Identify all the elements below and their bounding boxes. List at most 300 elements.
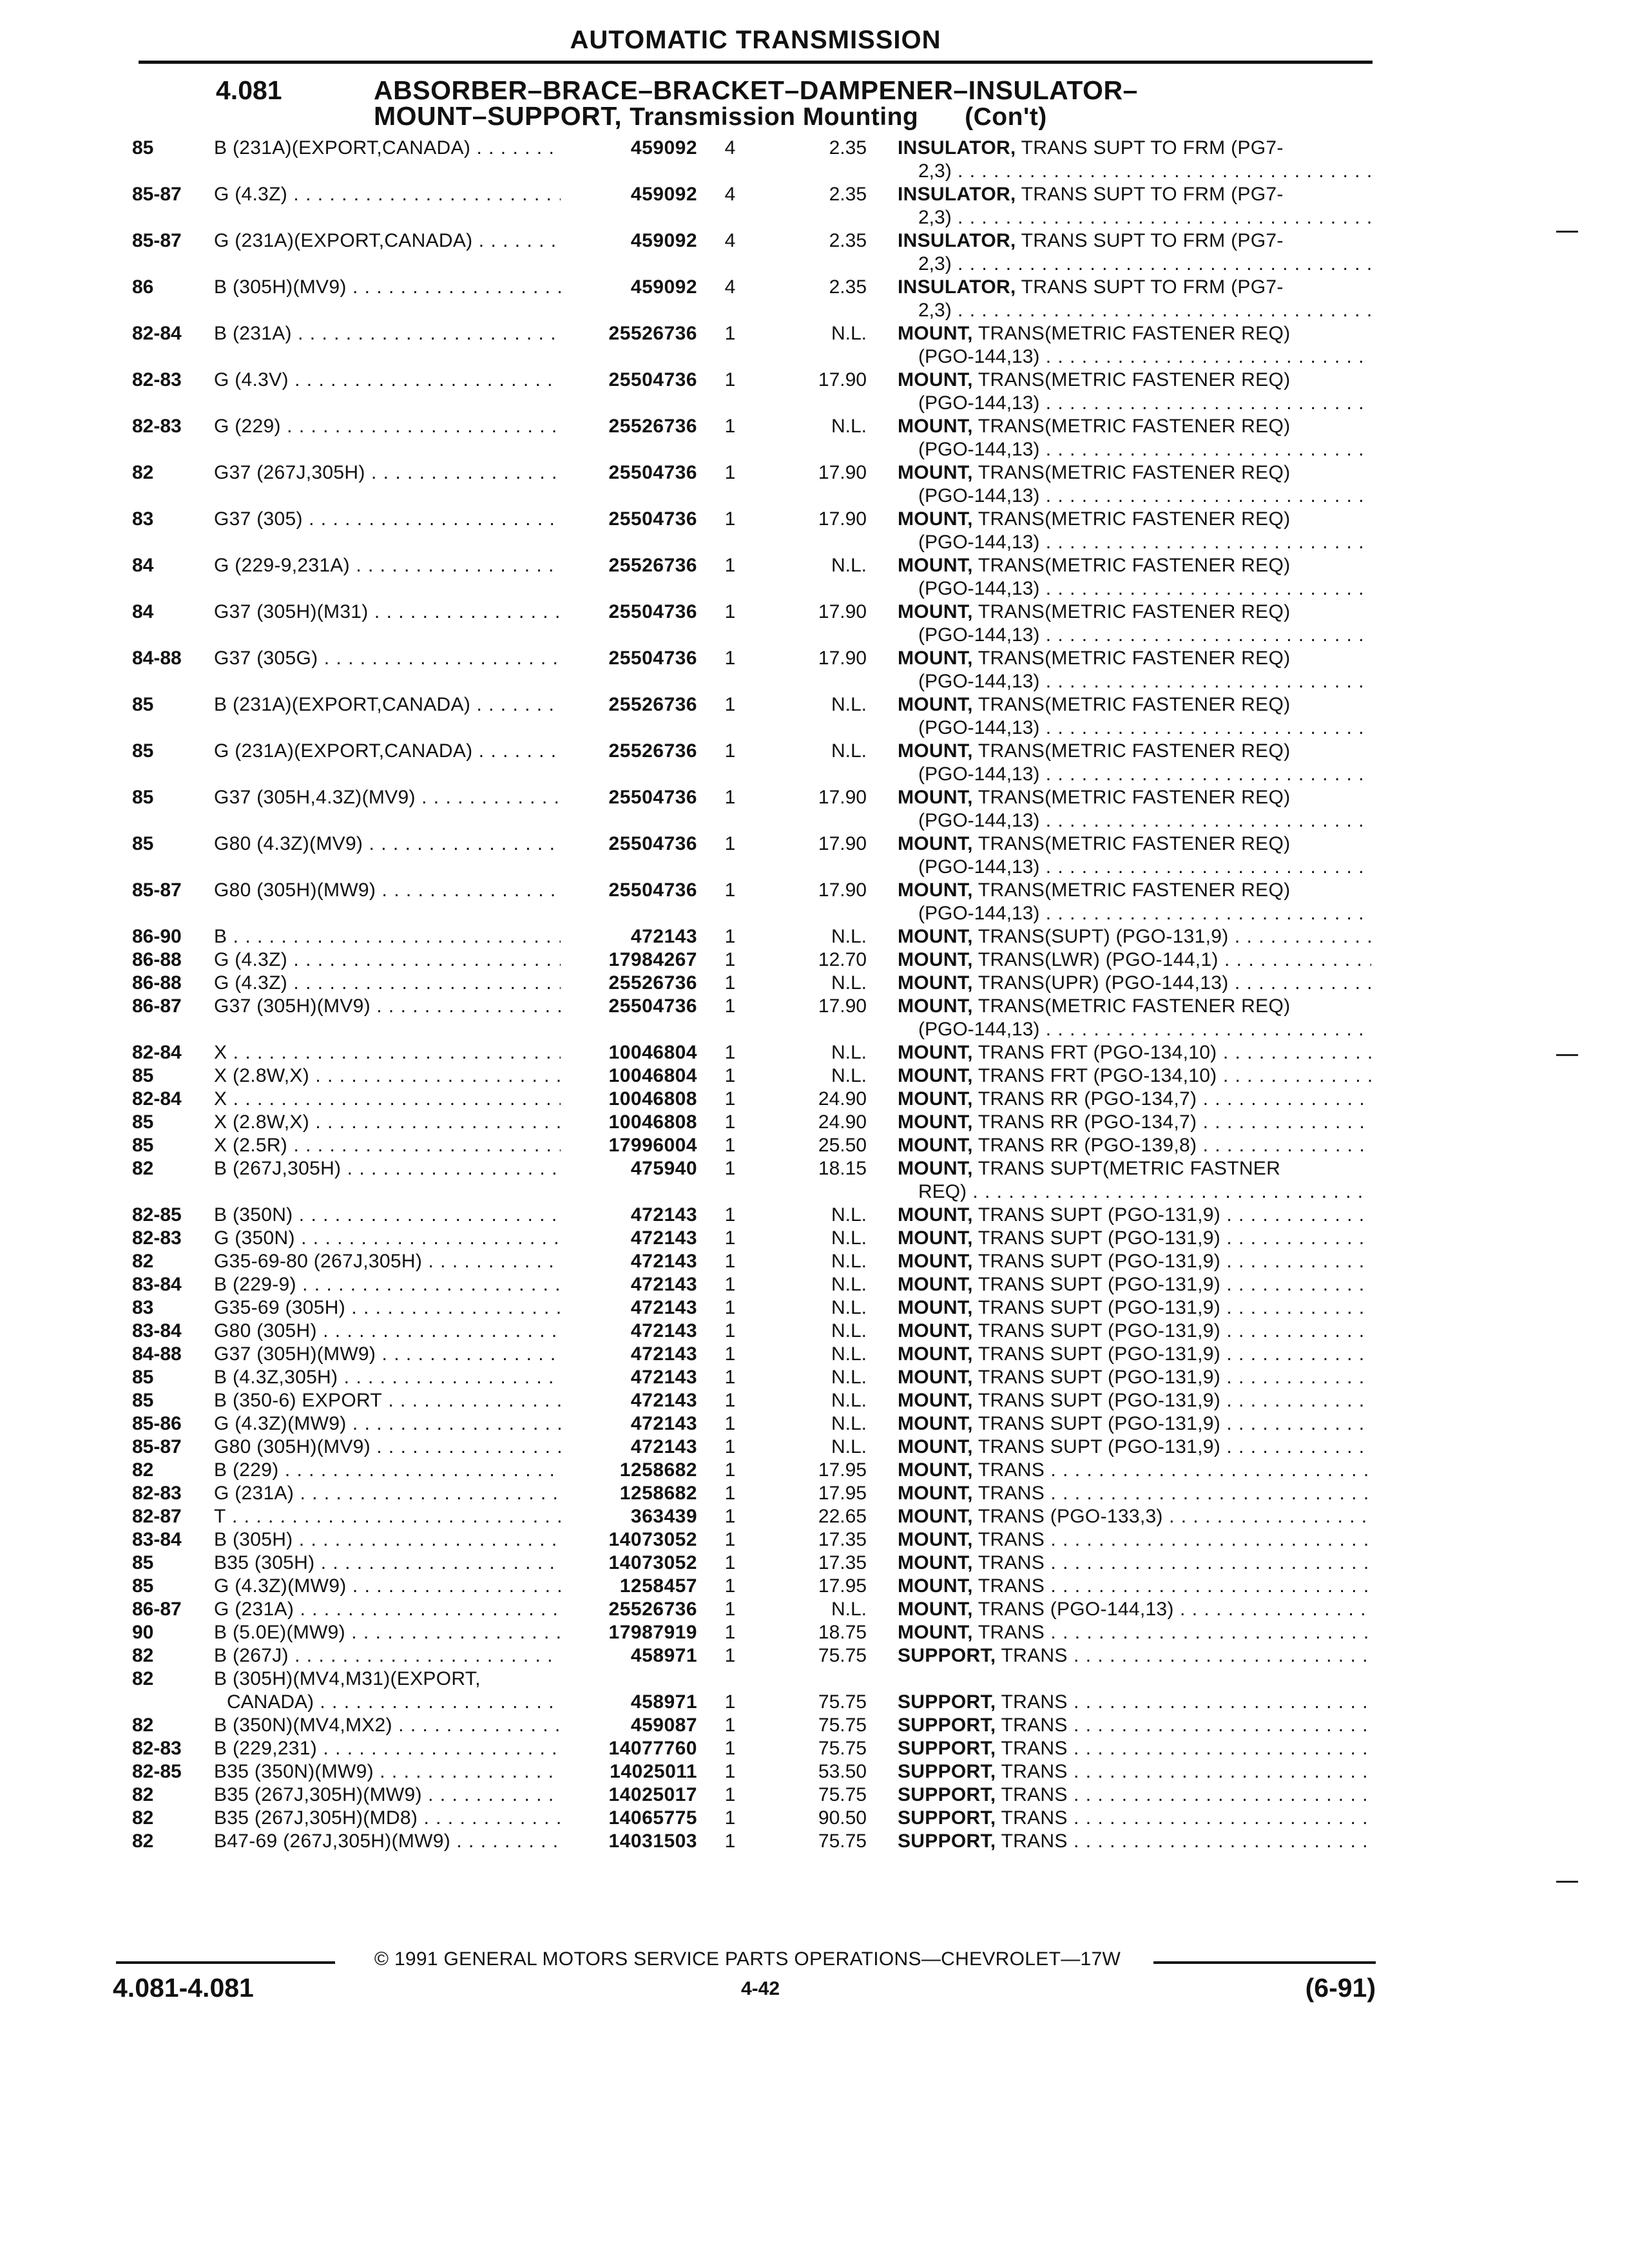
quantity-cell: 1 — [724, 926, 736, 947]
description-keyword: MOUNT, — [898, 1251, 973, 1272]
application-cell: B (5.0E)(MW9) . . . — [214, 1621, 561, 1644]
description-keyword: MOUNT, — [898, 1158, 973, 1179]
quantity-cell: 1 — [724, 1691, 736, 1713]
table-row — [0, 1366, 1629, 1389]
part-number-cell: 14025017 — [608, 1784, 697, 1805]
description-cell — [898, 1296, 1371, 1320]
description-continued: 2,3) . . . — [918, 253, 1371, 276]
year-cell: 82-84 — [132, 1042, 182, 1063]
quantity-cell: 1 — [724, 1390, 736, 1411]
application-cell: B . . . — [214, 925, 561, 948]
quantity-cell: 1 — [724, 323, 736, 344]
description-cell — [898, 229, 1371, 253]
description-cell — [898, 832, 1371, 856]
description-text: TRANS SUPT (PGO-131,9) — [972, 1227, 1221, 1249]
year-cell: 84-88 — [132, 1343, 182, 1365]
price-cell: 17.90 — [818, 369, 867, 390]
part-number-cell: 459092 — [630, 230, 697, 251]
table-row — [0, 1134, 1629, 1157]
year-cell: 86-87 — [132, 1599, 182, 1620]
price-cell: 2.35 — [829, 137, 867, 159]
year-cell: 85 — [132, 137, 154, 159]
description-keyword: MOUNT, — [898, 601, 973, 622]
description-keyword: MOUNT, — [898, 416, 973, 437]
description-cell — [898, 995, 1371, 1018]
part-number-cell: 25504736 — [608, 879, 697, 901]
description-keyword: MOUNT, — [898, 1622, 973, 1643]
quantity-cell: 1 — [724, 462, 736, 483]
quantity-cell: 1 — [724, 601, 736, 622]
year-cell: 82-84 — [132, 323, 182, 344]
application-cell: B (350N) . . . — [214, 1204, 561, 1227]
description-continued: 2,3) . . . — [918, 206, 1371, 229]
year-cell: 82-83 — [132, 1738, 182, 1759]
description-text: TRANS SUPT (PGO-131,9) — [972, 1390, 1221, 1411]
quantity-cell: 1 — [724, 1111, 736, 1133]
description-text: TRANS(METRIC FASTENER REQ) — [972, 416, 1291, 437]
quantity-cell: 1 — [724, 1343, 736, 1365]
year-cell: 83-84 — [132, 1320, 182, 1341]
application-cell: G (231A) . . . — [214, 1598, 561, 1621]
table-row — [0, 554, 1629, 601]
application-cell: B35 (350N)(MW9) . . . — [214, 1760, 561, 1783]
part-number-cell: 17984267 — [608, 949, 697, 970]
description-text: TRANS — [972, 1622, 1045, 1643]
description-keyword: INSULATOR, — [898, 276, 1016, 298]
description-continued: (PGO-144,13) . . . — [918, 856, 1371, 879]
quantity-cell: 1 — [724, 1158, 736, 1179]
year-cell: 85-87 — [132, 1436, 182, 1457]
price-cell: 17.95 — [818, 1459, 867, 1481]
description-cell — [898, 322, 1371, 345]
description-cell — [898, 1041, 1371, 1064]
description-keyword: MOUNT, — [898, 1088, 973, 1110]
table-row — [0, 1760, 1629, 1783]
part-number-cell: 1258457 — [619, 1575, 697, 1597]
description-continued: (PGO-144,13) . . . — [918, 670, 1371, 693]
application-cell: B47-69 (267J,305H)(MW9) . . . — [214, 1830, 561, 1853]
part-number-cell: 459092 — [630, 137, 697, 159]
table-row — [0, 948, 1629, 972]
description-continued: (PGO-144,13) . . . — [918, 345, 1371, 369]
description-keyword: INSULATOR, — [898, 230, 1016, 251]
price-cell: N.L. — [831, 972, 867, 994]
quantity-cell: 1 — [724, 1413, 736, 1434]
description-cell — [898, 1598, 1371, 1621]
price-cell: 22.65 — [818, 1506, 867, 1527]
application-cell: G (4.3Z)(MW9) . . . — [214, 1412, 561, 1436]
description-text: TRANS(METRIC FASTENER REQ) — [972, 694, 1291, 715]
quantity-cell: 1 — [724, 1483, 736, 1504]
section-title-line2 — [374, 103, 1138, 130]
description-cell — [898, 183, 1371, 206]
description-text: TRANS(SUPT) (PGO-131,9) — [972, 926, 1229, 947]
quantity-cell: 1 — [724, 1529, 736, 1550]
table-row — [0, 1459, 1629, 1482]
application-cell: B (350N)(MV4,MX2) . . . — [214, 1714, 561, 1737]
price-cell: 2.35 — [829, 184, 867, 205]
price-cell: 17.90 — [818, 787, 867, 808]
price-cell: 2.35 — [829, 230, 867, 251]
parts-table — [0, 137, 1629, 1853]
application-cell: B (267J) . . . — [214, 1644, 561, 1667]
description-cell — [898, 740, 1371, 763]
price-cell: N.L. — [831, 926, 867, 947]
description-cell — [898, 1830, 1371, 1853]
quantity-cell: 1 — [724, 787, 736, 808]
year-cell: 82 — [132, 1668, 154, 1689]
section-number: 4.081 — [216, 75, 282, 105]
footer-page-number: 4-42 — [740, 1978, 780, 1999]
quantity-cell: 1 — [724, 1575, 736, 1597]
description-keyword: SUPPORT, — [898, 1807, 996, 1829]
part-number-cell: 10046808 — [608, 1088, 697, 1110]
table-row — [0, 183, 1629, 229]
quantity-cell: 1 — [724, 1761, 736, 1782]
table-row — [0, 1412, 1629, 1436]
application-cell: G37 (267J,305H) . . . — [214, 461, 561, 485]
year-cell: 82-83 — [132, 1483, 182, 1504]
part-number-cell: 14077760 — [608, 1738, 697, 1759]
part-number-cell: 25504736 — [608, 601, 697, 622]
margin-tick — [1556, 1054, 1578, 1056]
part-number-cell: 25526736 — [608, 555, 697, 576]
price-cell: 18.75 — [818, 1622, 867, 1643]
price-cell: N.L. — [831, 1274, 867, 1295]
description-cell — [898, 415, 1371, 438]
description-cell — [898, 554, 1371, 577]
quantity-cell: 1 — [724, 416, 736, 437]
application-cell: G (4.3Z)(MW9) . . . — [214, 1575, 561, 1598]
margin-tick — [1556, 1881, 1578, 1883]
application-cell: G (4.3V) . . . — [214, 369, 561, 392]
year-cell: 85 — [132, 694, 154, 715]
description-cell — [898, 1691, 1371, 1714]
application-cell: B (305H)(MV9) . . . — [214, 276, 561, 299]
application-cell: X . . . — [214, 1088, 561, 1111]
description-text: TRANS SUPT TO FRM (PG7- — [1016, 230, 1284, 251]
application-cell: B (231A) . . . — [214, 322, 561, 345]
description-text: TRANS FRT (PGO-134,10) — [972, 1065, 1217, 1086]
description-text: TRANS(METRIC FASTENER REQ) — [972, 601, 1291, 622]
table-row — [0, 1482, 1629, 1505]
price-cell: 25.50 — [818, 1135, 867, 1156]
description-keyword: MOUNT, — [898, 1436, 973, 1457]
description-keyword: INSULATOR, — [898, 137, 1016, 159]
part-number-cell: 25526736 — [608, 694, 697, 715]
description-continued: 2,3) . . . — [918, 160, 1371, 183]
application-cell: G (4.3Z) . . . — [214, 972, 561, 995]
description-cell — [898, 1807, 1371, 1830]
part-number-cell: 25526736 — [608, 1599, 697, 1620]
description-text: TRANS SUPT (PGO-131,9) — [972, 1297, 1221, 1318]
description-text: TRANS — [996, 1784, 1068, 1805]
application-cell: B35 (305H) . . . — [214, 1552, 561, 1575]
description-text: TRANS(METRIC FASTENER REQ) — [972, 740, 1291, 762]
application-cell: B (231A)(EXPORT,CANADA) . . . — [214, 137, 561, 160]
description-continued: (PGO-144,13) . . . — [918, 763, 1371, 786]
price-cell: N.L. — [831, 740, 867, 762]
part-number-cell: 475940 — [630, 1158, 697, 1179]
description-text: TRANS(METRIC FASTENER REQ) — [972, 508, 1291, 530]
description-cell — [898, 601, 1371, 624]
description-text: TRANS — [972, 1459, 1045, 1481]
application-cell: G (229-9,231A) . . . — [214, 554, 561, 577]
year-cell: 82 — [132, 1158, 154, 1179]
description-cell — [898, 1204, 1371, 1227]
table-row — [0, 1204, 1629, 1227]
description-text: TRANS(METRIC FASTENER REQ) — [972, 995, 1291, 1017]
description-cell — [898, 1134, 1371, 1157]
price-cell: N.L. — [831, 1297, 867, 1318]
year-cell: 85-87 — [132, 879, 182, 901]
application-cell: B (4.3Z,305H) . . . — [214, 1366, 561, 1389]
year-cell: 85 — [132, 1575, 154, 1597]
quantity-cell: 1 — [724, 369, 736, 390]
part-number-cell: 472143 — [630, 1274, 697, 1295]
year-cell: 85 — [132, 1390, 154, 1411]
year-cell: 82-84 — [132, 1088, 182, 1110]
part-number-cell: 10046804 — [608, 1042, 697, 1063]
table-row — [0, 229, 1629, 276]
description-text: TRANS FRT (PGO-134,10) — [972, 1042, 1217, 1063]
application-cell: B (305H) . . . — [214, 1528, 561, 1552]
description-keyword: MOUNT, — [898, 1274, 973, 1295]
table-row — [0, 1528, 1629, 1552]
description-keyword: MOUNT, — [898, 1459, 973, 1481]
year-cell: 83-84 — [132, 1274, 182, 1295]
quantity-cell: 1 — [724, 995, 736, 1017]
application-cell: G37 (305G) . . . — [214, 647, 561, 670]
application-cell: X (2.8W,X) . . . — [214, 1111, 561, 1134]
description-text: TRANS(METRIC FASTENER REQ) — [972, 787, 1291, 808]
quantity-cell: 1 — [724, 648, 736, 669]
description-text: TRANS SUPT(METRIC FASTNER — [972, 1158, 1281, 1179]
price-cell: 17.90 — [818, 833, 867, 854]
description-text: TRANS SUPT (PGO-131,9) — [972, 1436, 1221, 1457]
description-text: TRANS — [996, 1691, 1068, 1713]
quantity-cell: 1 — [724, 555, 736, 576]
part-number-cell: 1258682 — [619, 1483, 697, 1504]
description-cell — [898, 879, 1371, 902]
application-cell: G80 (4.3Z)(MV9) . . . — [214, 832, 561, 856]
price-cell: 17.35 — [818, 1552, 867, 1573]
application-cell: X (2.8W,X) . . . — [214, 1064, 561, 1088]
part-number-cell: 458971 — [630, 1691, 697, 1713]
quantity-cell: 1 — [724, 972, 736, 994]
description-text: TRANS (PGO-144,13) — [972, 1599, 1174, 1620]
quantity-cell: 1 — [724, 1297, 736, 1318]
footer-rule-right — [1153, 1961, 1376, 1964]
description-text: TRANS — [996, 1831, 1068, 1852]
description-keyword: MOUNT, — [898, 995, 973, 1017]
quantity-cell: 1 — [724, 1506, 736, 1527]
table-row — [0, 995, 1629, 1041]
description-text: TRANS(METRIC FASTENER REQ) — [972, 462, 1291, 483]
description-text: TRANS SUPT (PGO-131,9) — [972, 1343, 1221, 1365]
description-text: TRANS(METRIC FASTENER REQ) — [972, 648, 1291, 669]
description-keyword: MOUNT, — [898, 1320, 973, 1341]
description-cell — [898, 1760, 1371, 1783]
description-keyword: SUPPORT, — [898, 1761, 996, 1782]
price-cell: N.L. — [831, 1413, 867, 1434]
table-row — [0, 322, 1629, 369]
table-row — [0, 1227, 1629, 1250]
description-cell — [898, 693, 1371, 716]
description-cell — [898, 1157, 1371, 1180]
application-cell: G80 (305H)(MV9) . . . — [214, 1436, 561, 1459]
section-title-line2-sub: Transmission Mounting — [630, 103, 919, 131]
description-text: TRANS SUPT TO FRM (PG7- — [1016, 184, 1284, 205]
description-text: TRANS(METRIC FASTENER REQ) — [972, 555, 1291, 576]
year-cell: 85 — [132, 1135, 154, 1156]
section-title — [374, 77, 1138, 130]
year-cell: 84-88 — [132, 648, 182, 669]
table-row — [0, 461, 1629, 508]
part-number-cell: 14073052 — [608, 1529, 697, 1550]
description-keyword: MOUNT, — [898, 462, 973, 483]
year-cell: 82-83 — [132, 416, 182, 437]
quantity-cell: 1 — [724, 1042, 736, 1063]
price-cell: N.L. — [831, 1251, 867, 1272]
description-keyword: MOUNT, — [898, 1506, 973, 1527]
quantity-cell: 1 — [724, 1599, 736, 1620]
description-keyword: MOUNT, — [898, 369, 973, 390]
application-cell: B (231A)(EXPORT,CANADA) . . . — [214, 693, 561, 716]
part-number-cell: 1258682 — [619, 1459, 697, 1481]
quantity-cell: 1 — [724, 1227, 736, 1249]
description-keyword: MOUNT, — [898, 972, 973, 994]
year-cell: 82 — [132, 1784, 154, 1805]
price-cell: 75.75 — [818, 1691, 867, 1713]
description-text: TRANS SUPT (PGO-131,9) — [972, 1204, 1221, 1225]
year-cell: 82 — [132, 1715, 154, 1736]
part-number-cell: 472143 — [630, 1436, 697, 1457]
part-number-cell: 363439 — [630, 1506, 697, 1527]
description-keyword: MOUNT, — [898, 1529, 973, 1550]
year-cell: 85-86 — [132, 1413, 182, 1434]
part-number-cell: 25504736 — [608, 995, 697, 1017]
price-cell: N.L. — [831, 1436, 867, 1457]
part-number-cell: 459087 — [630, 1715, 697, 1736]
quantity-cell: 1 — [724, 1831, 736, 1852]
price-cell: N.L. — [831, 1390, 867, 1411]
part-number-cell: 472143 — [630, 1343, 697, 1365]
part-number-cell: 17987919 — [608, 1622, 697, 1643]
description-cell — [898, 647, 1371, 670]
table-row — [0, 972, 1629, 995]
description-text: TRANS SUPT (PGO-131,9) — [972, 1367, 1221, 1388]
quantity-cell: 1 — [724, 1622, 736, 1643]
description-keyword: SUPPORT, — [898, 1691, 996, 1713]
application-cell: B35 (267J,305H)(MD8) . . . — [214, 1807, 561, 1830]
price-cell: 12.70 — [818, 949, 867, 970]
application-cell: G (229) . . . — [214, 415, 561, 438]
table-row — [0, 1505, 1629, 1528]
description-text: TRANS (PGO-133,3) — [972, 1506, 1163, 1527]
application-cell: G35-69-80 (267J,305H) . . . — [214, 1250, 561, 1273]
year-cell: 85 — [132, 1065, 154, 1086]
description-text: TRANS — [996, 1645, 1068, 1666]
year-cell: 85 — [132, 833, 154, 854]
application-cell: G (350N) . . . — [214, 1227, 561, 1250]
table-row — [0, 1273, 1629, 1296]
part-number-cell: 472143 — [630, 1367, 697, 1388]
application-cell: B (229,231) . . . — [214, 1737, 561, 1760]
description-text: TRANS RR (PGO-134,7) — [972, 1111, 1197, 1133]
description-continued: 2,3) . . . — [918, 299, 1371, 322]
year-cell: 84 — [132, 601, 154, 622]
part-number-cell: 472143 — [630, 1320, 697, 1341]
footer-date: (6-91) — [1305, 1973, 1376, 2003]
description-keyword: MOUNT, — [898, 787, 973, 808]
price-cell: 17.95 — [818, 1483, 867, 1504]
part-number-cell: 25504736 — [608, 787, 697, 808]
description-keyword: MOUNT, — [898, 740, 973, 762]
description-continued: (PGO-144,13) . . . — [918, 392, 1371, 415]
description-text: TRANS SUPT (PGO-131,9) — [972, 1251, 1221, 1272]
quantity-cell: 1 — [724, 1645, 736, 1666]
description-cell — [898, 925, 1371, 948]
table-row — [0, 832, 1629, 879]
table-row — [0, 1064, 1629, 1088]
year-cell: 86-87 — [132, 995, 182, 1017]
table-row — [0, 1436, 1629, 1459]
description-keyword: MOUNT, — [898, 1413, 973, 1434]
part-number-cell: 472143 — [630, 926, 697, 947]
description-keyword: MOUNT, — [898, 555, 973, 576]
section-title-cont: (Con't) — [965, 103, 1047, 131]
description-cell — [898, 1459, 1371, 1482]
price-cell: N.L. — [831, 1320, 867, 1341]
year-cell: 84 — [132, 555, 154, 576]
description-keyword: MOUNT, — [898, 1599, 973, 1620]
description-keyword: MOUNT, — [898, 1575, 973, 1597]
description-cell — [898, 1505, 1371, 1528]
footer-section-range: 4.081-4.081 — [113, 1973, 254, 2003]
description-continued: (PGO-144,13) . . . — [918, 577, 1371, 601]
description-text: TRANS — [996, 1807, 1068, 1829]
footer-copyright: © 1991 GENERAL MOTORS SERVICE PARTS OPERATIONS—CHEVROLET—17W — [374, 1948, 1121, 1970]
quantity-cell: 1 — [724, 1065, 736, 1086]
table-row — [0, 879, 1629, 925]
description-cell — [898, 1343, 1371, 1366]
table-row — [0, 1667, 1629, 1714]
price-cell: 24.90 — [818, 1088, 867, 1110]
table-row — [0, 1575, 1629, 1598]
table-row — [0, 740, 1629, 786]
description-cell — [898, 1320, 1371, 1343]
description-text: TRANS — [996, 1738, 1068, 1759]
application-cell: G37 (305H)(MV9) . . . — [214, 995, 561, 1018]
part-number-cell: 25526736 — [608, 740, 697, 762]
description-cell — [898, 1273, 1371, 1296]
description-text: TRANS(UPR) (PGO-144,13) — [972, 972, 1229, 994]
application-cell: T . . . — [214, 1505, 561, 1528]
year-cell: 86-88 — [132, 972, 182, 994]
year-cell: 85 — [132, 740, 154, 762]
description-keyword: INSULATOR, — [898, 184, 1016, 205]
table-row — [0, 276, 1629, 322]
description-keyword: MOUNT, — [898, 1227, 973, 1249]
table-row — [0, 1250, 1629, 1273]
price-cell: N.L. — [831, 323, 867, 344]
description-cell — [898, 1227, 1371, 1250]
part-number-cell: 472143 — [630, 1297, 697, 1318]
description-cell — [898, 1482, 1371, 1505]
price-cell: N.L. — [831, 1367, 867, 1388]
description-keyword: MOUNT, — [898, 694, 973, 715]
